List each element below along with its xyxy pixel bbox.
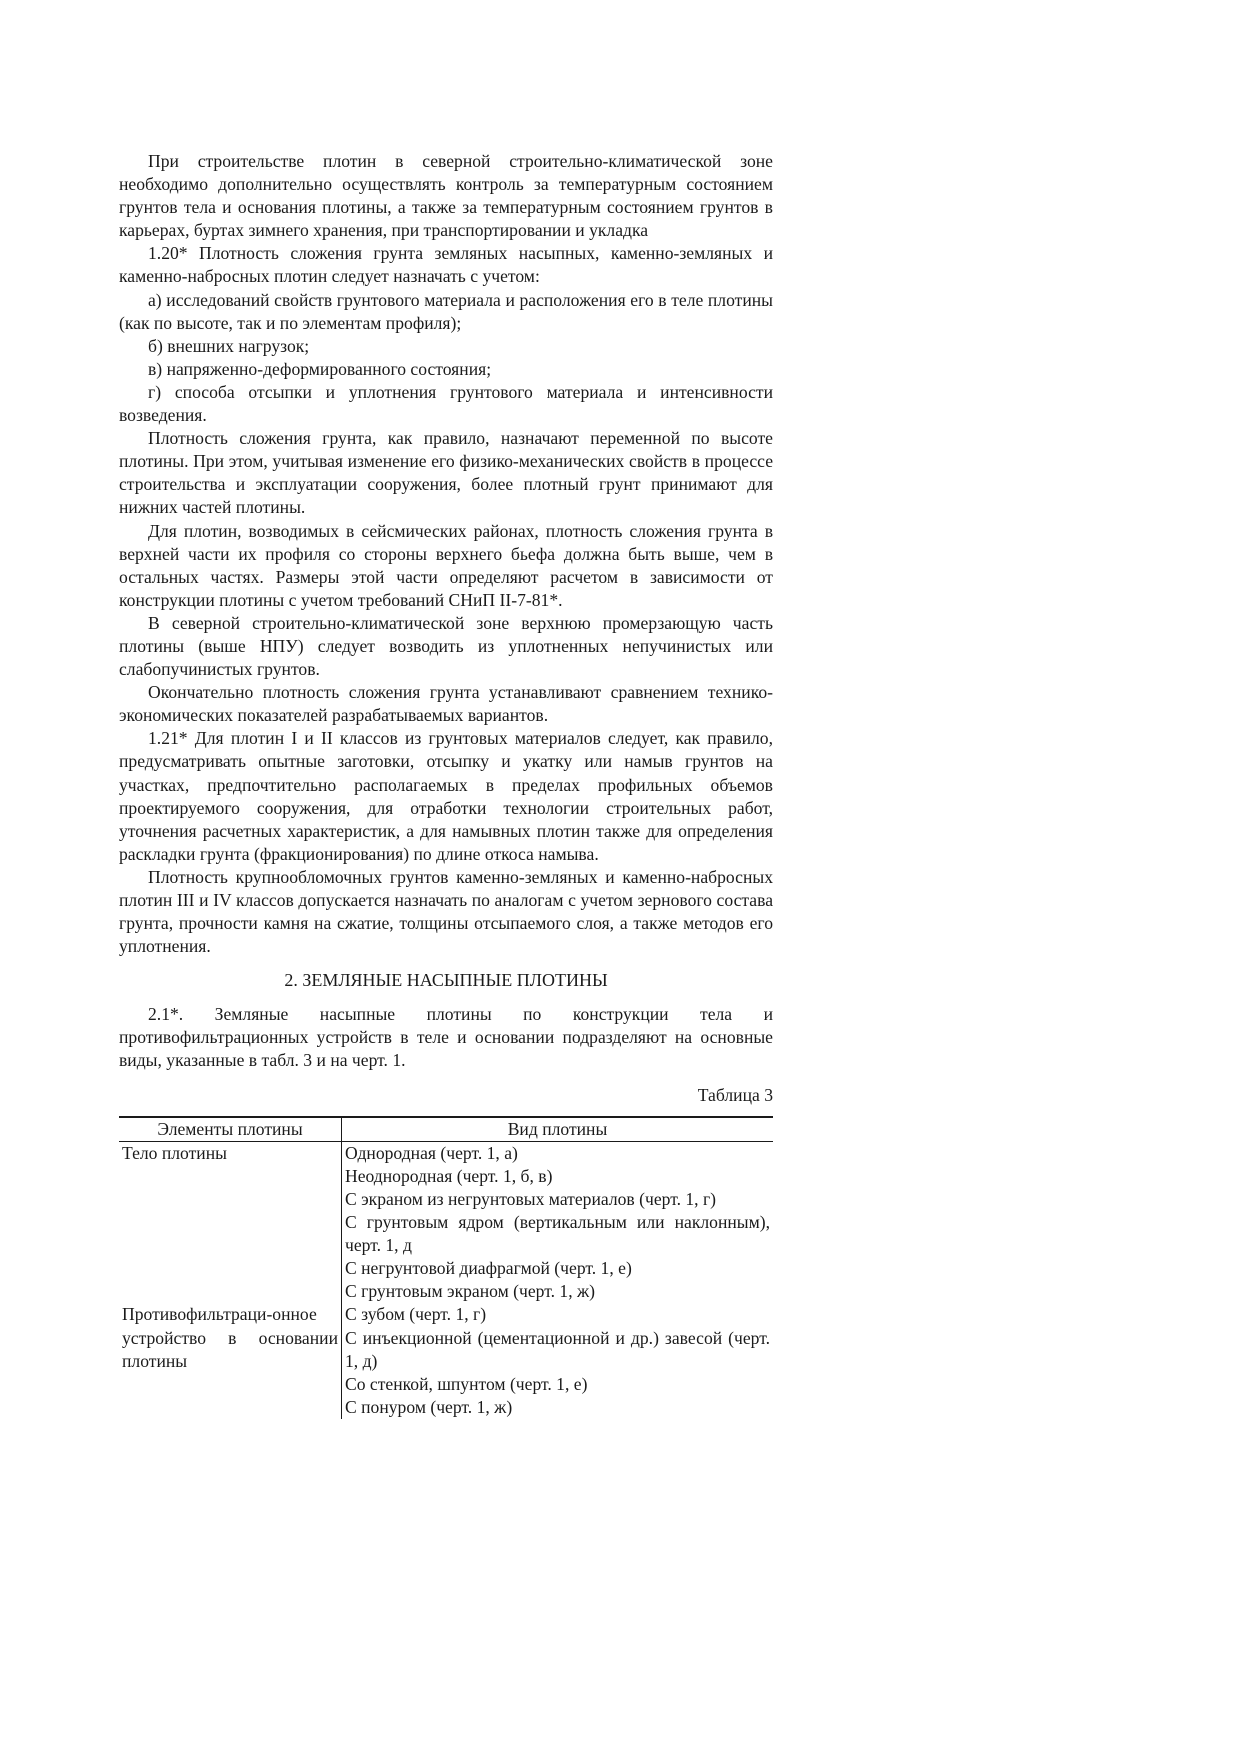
type-item: С негрунтовой диафрагмой (черт. 1, е)	[345, 1258, 632, 1279]
table-caption: Таблица 3	[697, 1084, 773, 1105]
paragraph: Плотность крупнообломочных грунтов каменно-земляных и каменно-набросных плотин III и IV классов допускается назначать по аналогам с учетом зернового состава грунта, прочности камня на сжатие, толщины отсыпаемого слоя, а также методов его уплотнения.	[119, 866, 773, 957]
table-header-elements: Элементы плотины	[119, 1117, 342, 1142]
paragraph: б) внешних нагрузок;	[148, 335, 310, 356]
type-item: Со стенкой, шпунтом (черт. 1, е)	[345, 1373, 588, 1394]
table-row	[119, 1303, 773, 1418]
type-item: С экраном из негрунтовых материалов (черт. 1, г)	[345, 1188, 717, 1209]
type-item: С инъекционной (цементационной и др.) завесой (черт. 1, д)	[345, 1327, 770, 1371]
paragraph: При строительстве плотин в северной строительно-климатической зоне необходимо дополнительно осуществлять контроль за температурным состоянием грунтов тела и основания плотины, а также за температурным состоянием грунтов в карьерах, буртах зимнего хранения, при транспортировании и укладка	[119, 151, 773, 241]
dam-types-table	[119, 1116, 773, 1419]
paragraph: г) способа отсыпки и уплотнения грунтового материала и интенсивности возведения.	[119, 381, 773, 426]
element-label: Тело плотины	[122, 1142, 227, 1163]
type-item: С грунтовым ядром (вертикальным или наклонным), черт. 1, д	[345, 1212, 770, 1256]
paragraph: Окончательно плотность сложения грунта устанавливают сравнением технико-экономических показателей разрабатываемых вариантов.	[119, 682, 773, 726]
document-page	[119, 150, 773, 1419]
paragraph: В северной строительно-климатической зоне верхнюю промерзающую часть плотины (выше НПУ) следует возводить из уплотненных непучинистых или слабопучинистых грунтов.	[119, 612, 773, 680]
section-title: 2. ЗЕМЛЯНЫЕ НАСЫПНЫЕ ПЛОТИНЫ	[284, 970, 608, 991]
type-item: С понуром (черт. 1, ж)	[345, 1396, 513, 1417]
table-cell-types	[342, 1141, 774, 1303]
paragraph: Плотность сложения грунта, как правило, назначают переменной по высоте плотины. При этом, учитывая изменение его физико-механических свойств в процессе строительства и эксплуатации сооружения, более плотный грунт принимают для нижних частей плотины.	[119, 428, 773, 518]
paragraph: 1.21* Для плотин I и II классов из грунтовых материалов следует, как правило, предусматривать опытные заготовки, отсыпку и укатку или намыв грунтов на участках, предпочтительно располагаемых в пределах профильных объемов проектируемого сооружения, для отработки технологии строительных работ, уточнения расчетных характеристик, а для намывных плотин также для определения раскладки грунта (фракционирования) по длине откоса намыва.	[119, 728, 773, 864]
paragraphs-top	[119, 150, 773, 958]
paragraph: в) напряженно-деформированного состояния;	[148, 358, 492, 379]
table-cell-element	[119, 1303, 342, 1418]
section-paragraph: 2.1*. Земляные насыпные плотины по конструкции тела и противофильтрационных устройств в теле и основании подразделяют на основные виды, указанные в табл. 3 и на черт. 1.	[119, 1004, 773, 1071]
table-header-row	[119, 1117, 773, 1142]
type-item: Однородная (черт. 1, а)	[345, 1142, 518, 1163]
table-row	[119, 1141, 773, 1303]
paragraph: 1.20* Плотность сложения грунта земляных насыпных, каменно-земляных и каменно-набросных плотин следует назначать с учетом:	[119, 243, 773, 287]
paragraph: а) исследований свойств грунтового материала и расположения его в теле плотины (как по высоте, так и по элементам профиля);	[119, 289, 773, 333]
type-item: С грунтовым экраном (черт. 1, ж)	[345, 1281, 596, 1302]
type-item: С зубом (черт. 1, г)	[345, 1304, 487, 1325]
table-cell-element	[119, 1141, 342, 1303]
table-header-types: Вид плотины	[342, 1117, 774, 1142]
paragraph: Для плотин, возводимых в сейсмических районах, плотность сложения грунта в верхней части их профиля со стороны верхнего бьефа должна быть выше, чем в остальных частях. Размеры этой части определяют расчетом в зависимости от конструкции плотины с учетом требований СНиП II-7-81*.	[119, 520, 773, 610]
type-item: Неоднородная (черт. 1, б, в)	[345, 1165, 553, 1186]
table-cell-types	[342, 1303, 774, 1418]
element-label: Противофильтраци-онное устройство в основании плотины	[122, 1304, 338, 1371]
